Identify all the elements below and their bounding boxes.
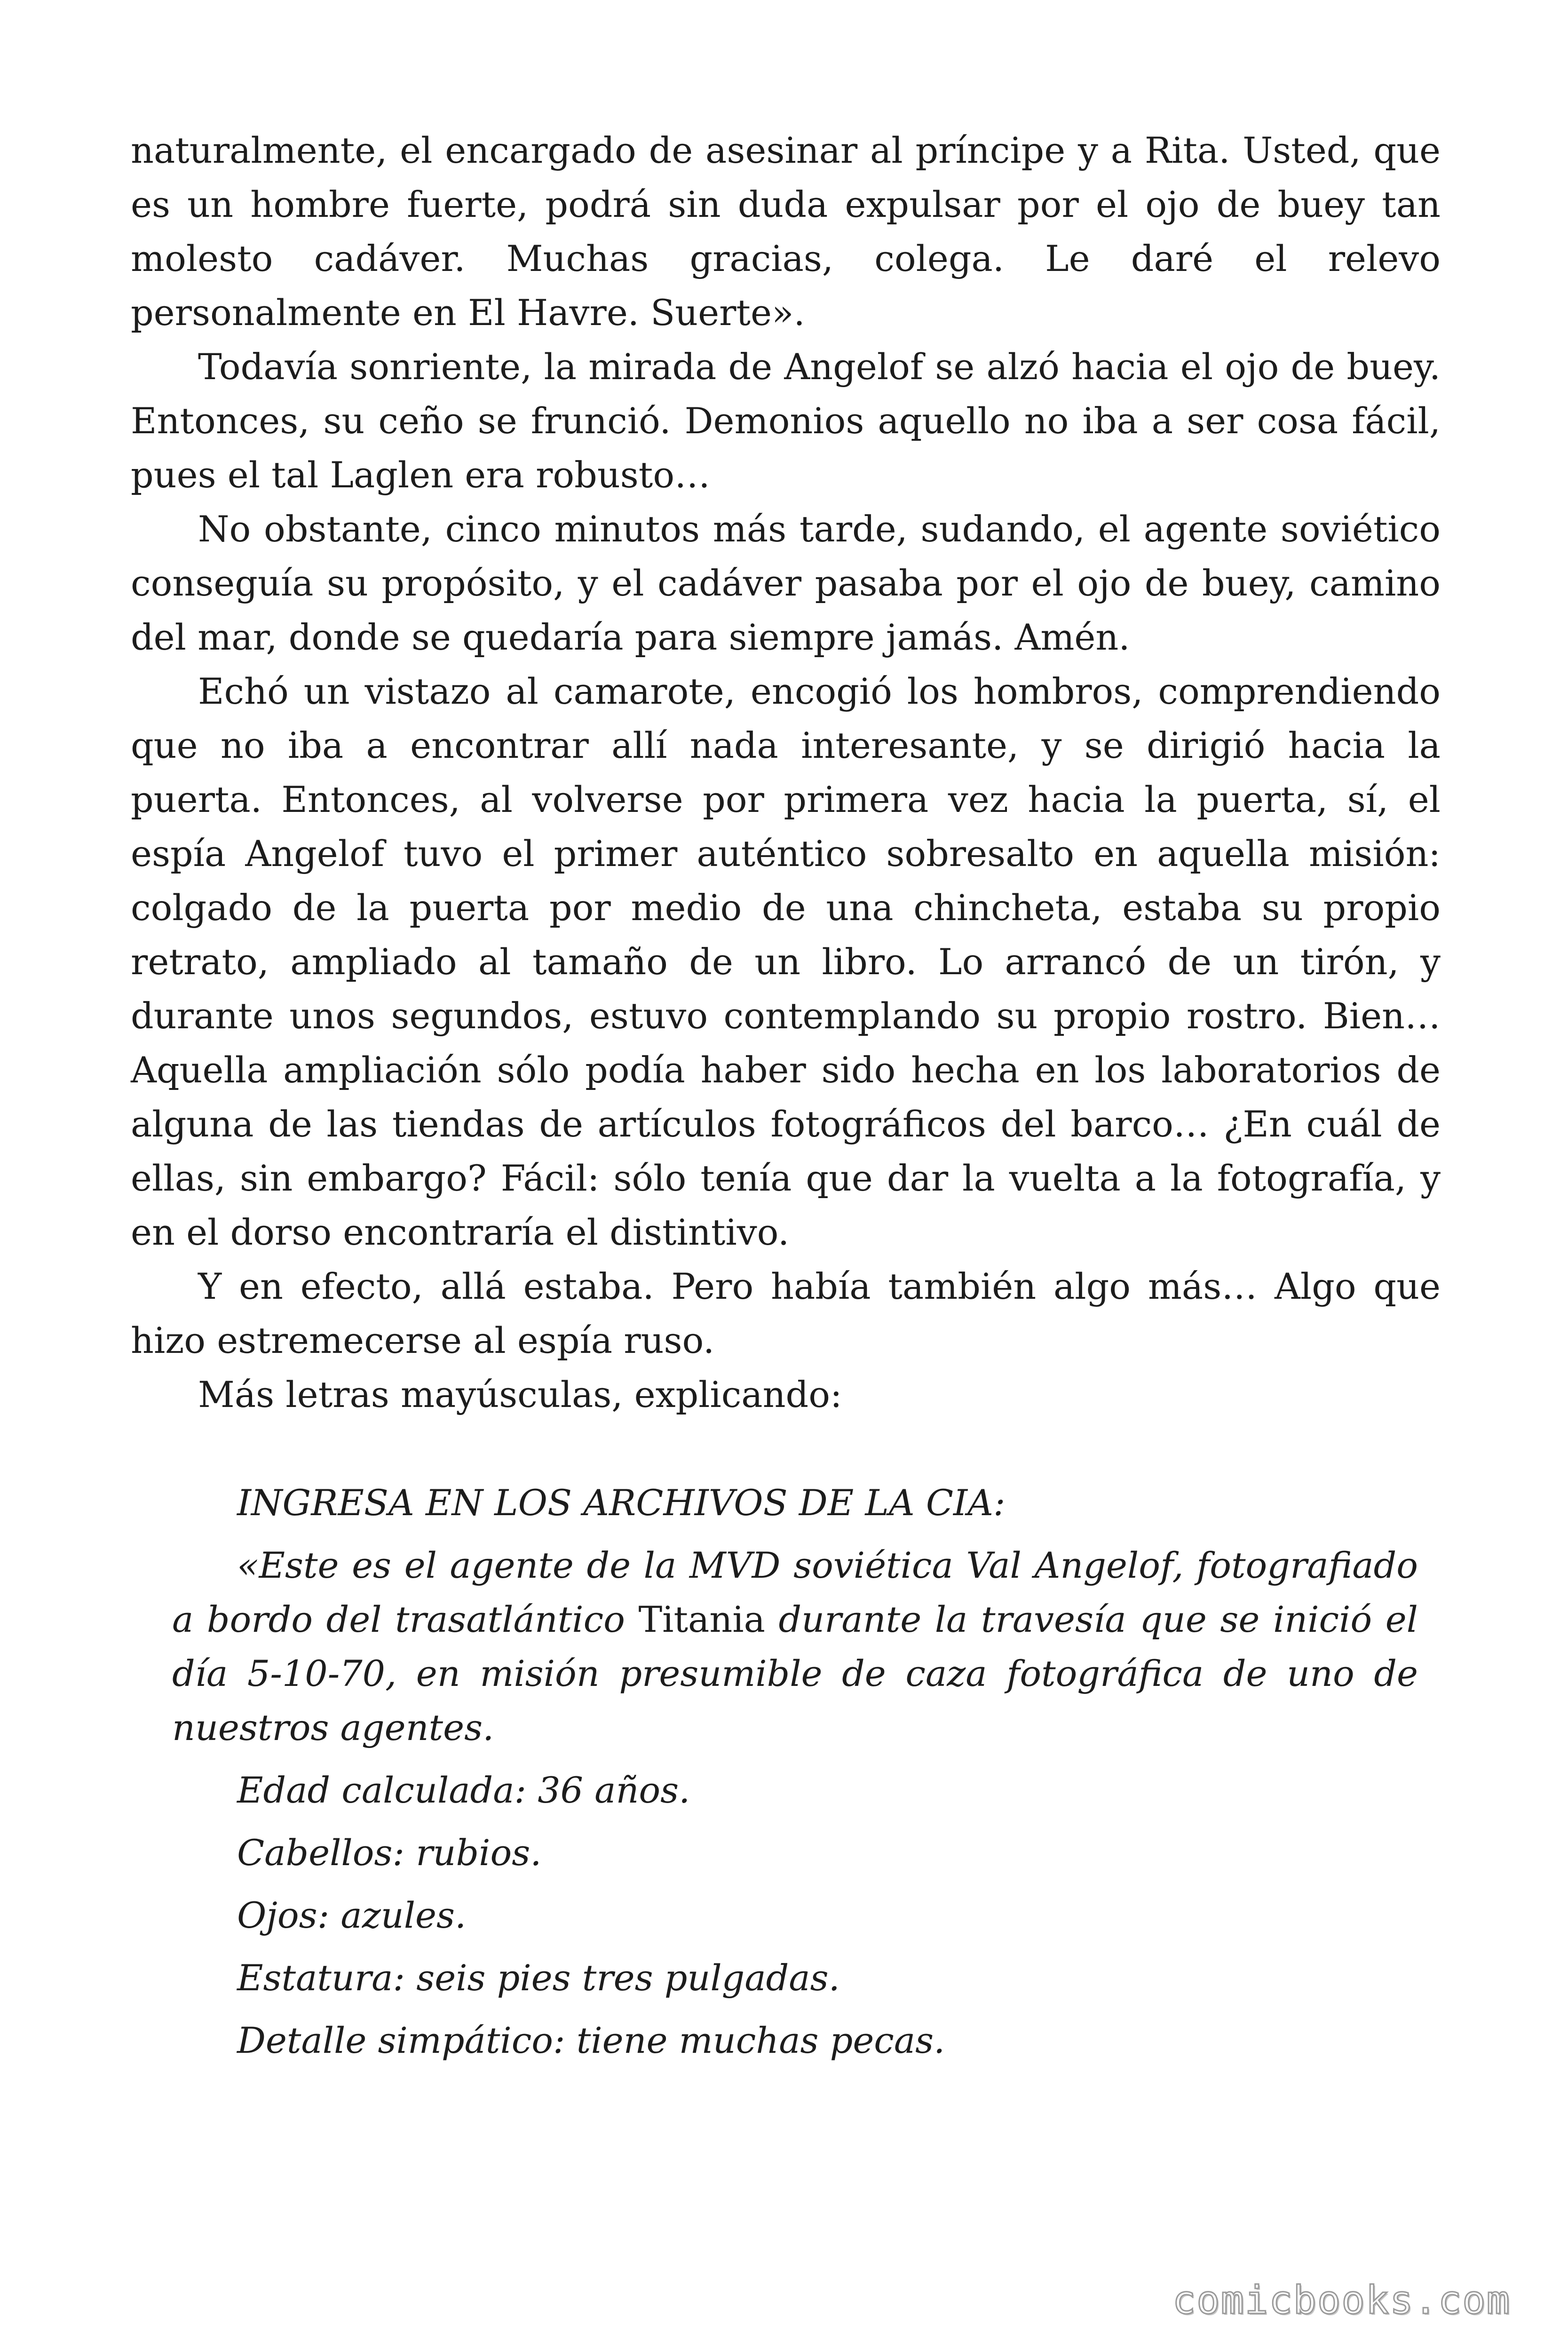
paragraph: naturalmente, el encargado de asesinar al príncipe y a Rita. Usted, que es un hombre fuerte, podrá sin duda expulsar por el ojo de buey tan molesto cadáver. Muchas gracias, colega. Le daré el relevo personalmente en El Havre. Suerte». <box>131 129 1441 334</box>
paragraph: Más letras mayúsculas, explicando: <box>198 1374 842 1415</box>
body-text <box>131 123 1441 1422</box>
paragraph: Todavía sonriente, la mirada de Angelof se alzó hacia el ojo de buey. Entonces, su ceño se frunció. Demonios aquello no iba a ser cosa fácil, pues el tal Laglen era robusto… <box>131 346 1441 496</box>
detail-line: Detalle simpático: tiene muchas pecas. <box>237 2019 945 2061</box>
book-page <box>131 123 1441 2076</box>
detail-line: Ojos: azules. <box>237 1894 467 1936</box>
detail-line: Cabellos: rubios. <box>237 1832 542 1874</box>
report-text-end: durante la travesía que se inició el día 5-10-70, en misión presumible de caza fotográfica de uno de nuestros agentes. <box>172 1598 1418 1748</box>
report-text-start: «Este es el agente de la MVD soviética Val Angelof, fotografiado a bordo del trasatlántico <box>172 1544 1418 1640</box>
detail-line: Estatura: seis pies tres pulgadas. <box>237 1957 840 1999</box>
paragraph: Y en efecto, allá estaba. Pero había también algo más… Algo que hizo estremecerse al espía ruso. <box>131 1265 1441 1361</box>
quote-heading: INGRESA EN LOS ARCHIVOS DE LA CIA: <box>237 1482 1006 1524</box>
detail-line: Edad calculada: 36 años. <box>237 1769 690 1811</box>
paragraph: Echó un vistazo al camarote, encogió los hombros, comprendiendo que no iba a encontrar allí nada interesante, y se dirigió hacia la puerta. Entonces, al volverse por primera vez hacia la puerta, sí, el espía Angelof tuvo el primer auténtico sobresalto en aquella misión: colgado de la puerta por medio de una chincheta, estaba su propio retrato, ampliado al tamaño de un libro. Lo arrancó de un tirón, y durante unos segundos, estuvo contemplando su propio rostro. Bien… Aquella ampliación sólo podía haber sido hecha en los laboratorios de alguna de las tiendas de artículos fotográficos del barco… ¿En cuál de ellas, sin embargo? Fácil: sólo tenía que dar la vuelta a la fotografía, y en el dorso encontraría el distintivo. <box>131 670 1441 1253</box>
watermark: comicbooks.com <box>1172 2278 1511 2323</box>
quote-report <box>172 1538 1418 1755</box>
cia-file-quote <box>131 1476 1441 2067</box>
paragraph: No obstante, cinco minutos más tarde, sudando, el agente soviético conseguía su propósito, y el cadáver pasaba por el ojo de buey, camino del mar, donde se quedaría para siempre jamás. Amén. <box>131 508 1441 658</box>
ship-name: Titania <box>638 1598 765 1640</box>
